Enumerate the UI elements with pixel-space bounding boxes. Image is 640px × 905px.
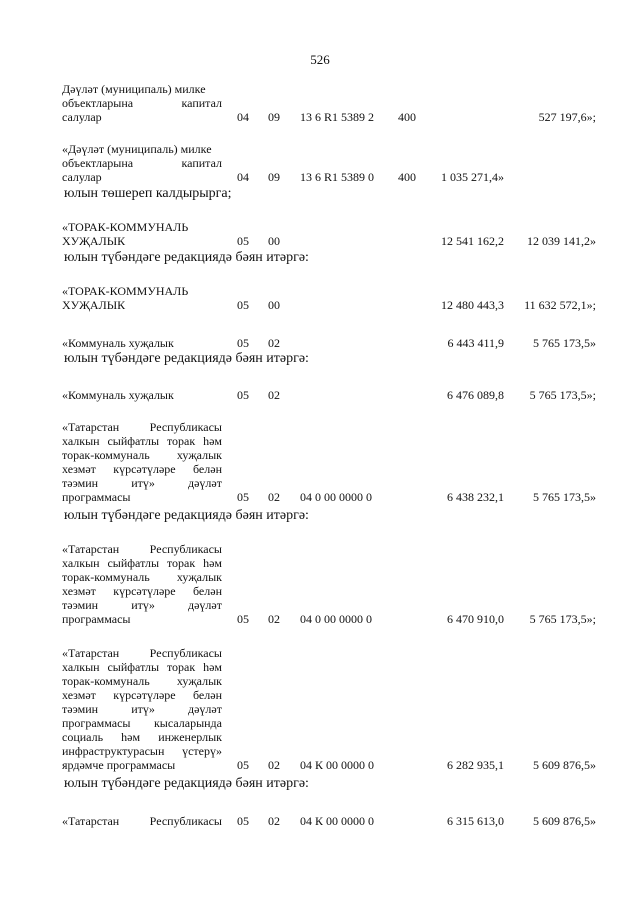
amount-year-2: 5 765 173,5»	[533, 490, 596, 504]
row-name-line: хезмәт күрсәтүләре белән	[62, 688, 222, 702]
row-name-line: Дәүләт (муниципаль) милке	[62, 82, 206, 96]
section-code: 05	[237, 758, 249, 772]
subsection-code: 09	[268, 170, 280, 184]
row-name	[62, 336, 222, 350]
row-name	[62, 420, 222, 504]
subsection-code: 02	[268, 490, 280, 504]
amount-year-2: 527 197,6»;	[538, 110, 596, 124]
amount-year-2: 5 609 876,5»	[533, 814, 596, 828]
target-article-code: 04 К 00 0000 0	[300, 814, 375, 828]
amount-year-2: 11 632 572,1»;	[524, 298, 596, 312]
row-name-line: «ТОРАК-КОММУНАЛЬ	[62, 220, 189, 234]
row-name-line: социаль һәм инженерлык	[62, 730, 222, 744]
subsection-code: 00	[268, 234, 280, 248]
amount-year-1: 6 282 935,1	[447, 758, 504, 772]
amount-year-1: 6 438 232,1	[447, 490, 504, 504]
amount-year-2: 5 609 876,5»	[533, 758, 596, 772]
row-name	[62, 814, 222, 828]
subsection-code: 02	[268, 388, 280, 402]
section-code: 05	[237, 814, 249, 828]
row-name-line: «Татарстан Республикасы	[62, 420, 222, 434]
row-name-line: халкын сыйфатлы торак һәм	[62, 660, 222, 674]
section-code: 05	[237, 388, 249, 402]
amount-year-2: 5 765 173,5»	[533, 336, 596, 350]
row-name-line: тәэмин итү» дәүләт	[62, 598, 222, 612]
expense-type-code: 400	[398, 170, 416, 184]
expense-type-code: 400	[398, 110, 416, 124]
row-name-line: торак-коммуналь хуҗалык	[62, 674, 222, 688]
amount-year-1: 6 315 613,0	[447, 814, 504, 828]
row-name	[62, 646, 222, 772]
row-name-line: хезмәт күрсәтүләре белән	[62, 462, 222, 476]
row-name-line: салулар	[62, 110, 102, 124]
row-name-line: «Коммуналь хуҗалык	[62, 388, 174, 402]
section-code: 05	[237, 490, 249, 504]
row-name-line: ярдәмче программасы	[62, 758, 176, 772]
row-name-line: программасы	[62, 490, 131, 504]
section-code: 04	[237, 110, 249, 124]
row-name	[62, 388, 222, 402]
target-article-code: 04 0 00 0000 0	[300, 612, 372, 626]
amount-year-1: 1 035 271,4»	[441, 170, 504, 184]
target-article-code: 13 6 R1 5389 2	[300, 110, 375, 124]
subsection-code: 00	[268, 298, 280, 312]
section-code: 05	[237, 298, 249, 312]
instruction-note: юлын түбәндәге редакциядә бәян итәргә:	[64, 776, 309, 791]
section-code: 05	[237, 612, 249, 626]
amount-year-1: 12 480 443,3	[441, 298, 504, 312]
section-code: 04	[237, 170, 249, 184]
row-name-line: салулар	[62, 170, 102, 184]
instruction-note: юлын түбәндәге редакциядә бәян итәргә:	[64, 351, 309, 366]
row-name-line: хезмәт күрсәтүләре белән	[62, 584, 222, 598]
target-article-code: 04 0 00 0000 0	[300, 490, 372, 504]
row-name-line: объектларына капитал	[62, 96, 222, 110]
amount-year-2: 5 765 173,5»;	[529, 612, 596, 626]
row-name-line: тәэмин итү» дәүләт	[62, 702, 222, 716]
row-name-line: торак-коммуналь хуҗалык	[62, 570, 222, 584]
subsection-code: 02	[268, 336, 280, 350]
subsection-code: 02	[268, 758, 280, 772]
row-name-line: ХУҖАЛЫК	[62, 234, 126, 248]
row-name-line: «ТОРАК-КОММУНАЛЬ	[62, 284, 189, 298]
row-name-line: инфраструктурасын үстерү»	[62, 744, 222, 758]
instruction-note: юлын түбәндәге редакциядә бәян итәргә:	[64, 508, 309, 523]
amount-year-1: 6 476 089,8	[447, 388, 504, 402]
row-name-line: тәэмин итү» дәүләт	[62, 476, 222, 490]
target-article-code: 04 К 00 0000 0	[300, 758, 375, 772]
amount-year-1: 12 541 162,2	[441, 234, 504, 248]
row-name-line: халкын сыйфатлы торак һәм	[62, 434, 222, 448]
row-name	[62, 284, 222, 312]
amount-year-2: 5 765 173,5»;	[529, 388, 596, 402]
section-code: 05	[237, 336, 249, 350]
row-name	[62, 82, 222, 124]
row-name-line: программасы	[62, 612, 131, 626]
row-name-line: торак-коммуналь хуҗалык	[62, 448, 222, 462]
target-article-code: 13 6 R1 5389 0	[300, 170, 375, 184]
row-name	[62, 542, 222, 626]
row-name-line: «Татарстан Республикасы	[62, 542, 222, 556]
row-name-line: «Дәүләт (муниципаль) милке	[62, 142, 212, 156]
row-name-line: «Татарстан Республикасы	[62, 646, 222, 660]
row-name-line: «Коммуналь хуҗалык	[62, 336, 174, 350]
row-name-line: программасы кысаларында	[62, 716, 222, 730]
amount-year-1: 6 443 411,9	[447, 336, 504, 350]
row-name-line: объектларына капитал	[62, 156, 222, 170]
page-number: 526	[310, 52, 330, 67]
row-name	[62, 220, 222, 248]
instruction-note: юлын төшереп калдырырга;	[64, 186, 232, 201]
subsection-code: 02	[268, 814, 280, 828]
amount-year-1: 6 470 910,0	[447, 612, 504, 626]
subsection-code: 02	[268, 612, 280, 626]
instruction-note: юлын түбәндәге редакциядә бәян итәргә:	[64, 250, 309, 265]
row-name-line: «Татарстан Республикасы	[62, 814, 222, 828]
amount-year-2: 12 039 141,2»	[527, 234, 596, 248]
section-code: 05	[237, 234, 249, 248]
subsection-code: 09	[268, 110, 280, 124]
row-name-line: ХУҖАЛЫК	[62, 298, 126, 312]
row-name-line: халкын сыйфатлы торак һәм	[62, 556, 222, 570]
row-name	[62, 142, 222, 184]
